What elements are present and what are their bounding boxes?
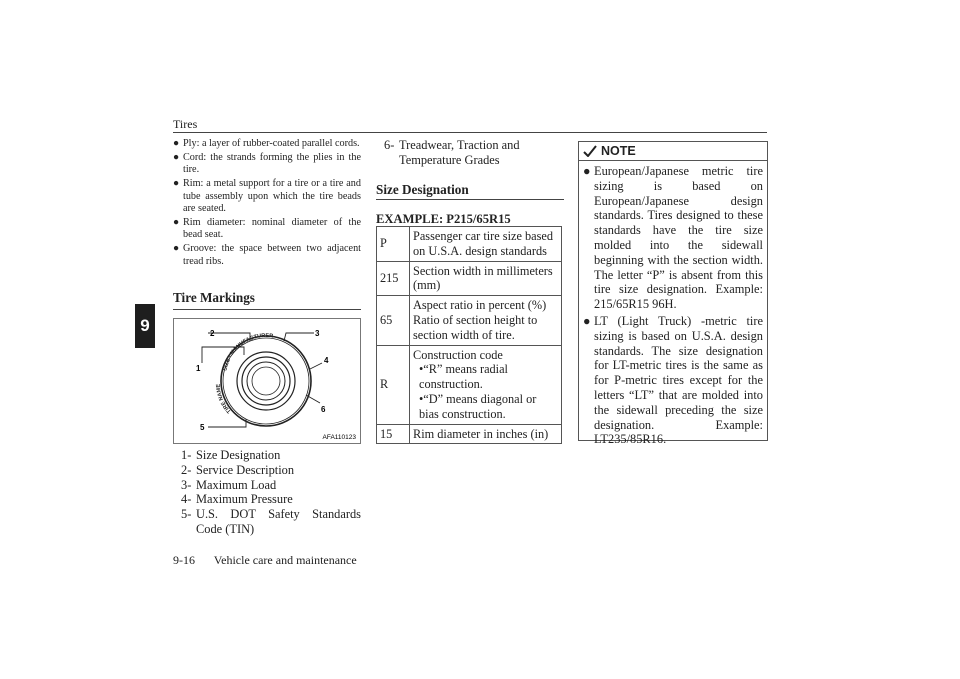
bullet-icon: ● bbox=[583, 164, 591, 178]
footer-section: Vehicle care and maintenance bbox=[213, 553, 357, 567]
list-item: ● Ply: a layer of rubber-coated parallel cords. bbox=[173, 138, 360, 149]
bullet-icon: ● bbox=[173, 138, 180, 149]
table-row: 215 Section width in millimeters (mm) bbox=[377, 261, 562, 296]
list-item: ● European/Japanese metric tire sizing is based on European/Japanese design standards. Tires designed to these standards have the tire size molded into the sidewall beginning with the section width. The letter “P” is absent from this tire size designation. Example: 215/65R15 96H. bbox=[583, 164, 763, 312]
note-header bbox=[579, 142, 767, 161]
list-item: ● LT (Light Truck) -metric tire sizing is based on U.S.A. design standards. The size designation for LT-metric tires is the same as for P-metric tires except for the letters “LT” that are molded into the sidewall preceding the size designation. Example: LT235/85R16. bbox=[583, 313, 763, 447]
section-rule bbox=[173, 309, 361, 310]
sidewall-arc-text: SIZE · MANUFACTURER bbox=[222, 332, 274, 372]
rim bbox=[237, 352, 295, 410]
list-item: ● Groove: the space between two adjacent tread ribs. bbox=[173, 243, 361, 267]
section-title-tire-markings: Tire Markings bbox=[173, 290, 255, 305]
list-item: 3- Maximum Load bbox=[181, 477, 277, 492]
bullet-icon: ● bbox=[583, 313, 591, 328]
page-footer bbox=[173, 553, 357, 568]
note-box bbox=[578, 141, 768, 447]
callout-3: 3 bbox=[315, 329, 320, 338]
callout-6: 6 bbox=[321, 405, 326, 414]
sidewall-tire-name: TIRE NAME bbox=[215, 383, 233, 414]
definition-bullets bbox=[173, 138, 361, 270]
callout-5: 5 bbox=[200, 423, 205, 432]
tire-markings-figure bbox=[173, 318, 361, 444]
table-row: 65 Aspect ratio in percent (%) Ratio of section height to section width of tire. bbox=[377, 296, 562, 345]
header-rule bbox=[173, 132, 767, 133]
bullet-icon: ● bbox=[173, 216, 180, 228]
list-item: 1- Size Designation bbox=[181, 448, 281, 462]
chapter-tab: 9 bbox=[135, 304, 155, 348]
callout-2: 2 bbox=[210, 329, 215, 338]
note-label: NOTE bbox=[601, 144, 636, 158]
table-row: 15 Rim diameter in inches (in) bbox=[377, 424, 562, 444]
list-item: 4- Maximum Pressure bbox=[181, 492, 293, 507]
list-item: ● Rim: a metal support for a tire or a tire and tube assembly upon which the tire beads are seated. bbox=[173, 178, 361, 215]
bullet-icon: ● bbox=[173, 178, 180, 190]
bullet-icon: ● bbox=[173, 243, 180, 255]
section-title-size-designation: Size Designation bbox=[376, 182, 469, 197]
list-item: ● Rim diameter: nominal diameter of the bead seat. bbox=[173, 216, 361, 241]
list-item: 2- Service Description bbox=[181, 462, 295, 477]
list-item: ● Cord: the strands forming the plies in the tire. bbox=[173, 151, 361, 176]
figure-id: AFA110123 bbox=[322, 434, 356, 441]
list-item: 5- U.S. DOT Safety Standards Code (TIN) bbox=[181, 507, 361, 536]
tire-marking-list bbox=[181, 448, 361, 537]
table-row: R Construction code •“R” means radial construction. •“D” means diagonal or bias construction. bbox=[377, 345, 562, 424]
tire-diagram bbox=[174, 319, 360, 443]
svg-text:TIRE NAME bbox=[216, 383, 233, 414]
callout-1: 1 bbox=[196, 364, 201, 373]
note-body bbox=[579, 161, 767, 447]
section-rule bbox=[376, 199, 564, 200]
table-row: P Passenger car tire size based on U.S.A. design standards bbox=[377, 227, 562, 262]
size-example: EXAMPLE: P215/65R15 bbox=[376, 212, 511, 226]
pencil-check-icon bbox=[583, 145, 597, 157]
page-header-title: Tires bbox=[173, 117, 198, 131]
callout-4: 4 bbox=[324, 356, 329, 365]
size-designation-table bbox=[376, 226, 562, 444]
list-item-6: 6- Treadwear, Traction and Temperature Grades bbox=[384, 138, 520, 167]
bullet-icon: ● bbox=[173, 151, 180, 163]
page-number: 9-16 bbox=[173, 553, 195, 567]
